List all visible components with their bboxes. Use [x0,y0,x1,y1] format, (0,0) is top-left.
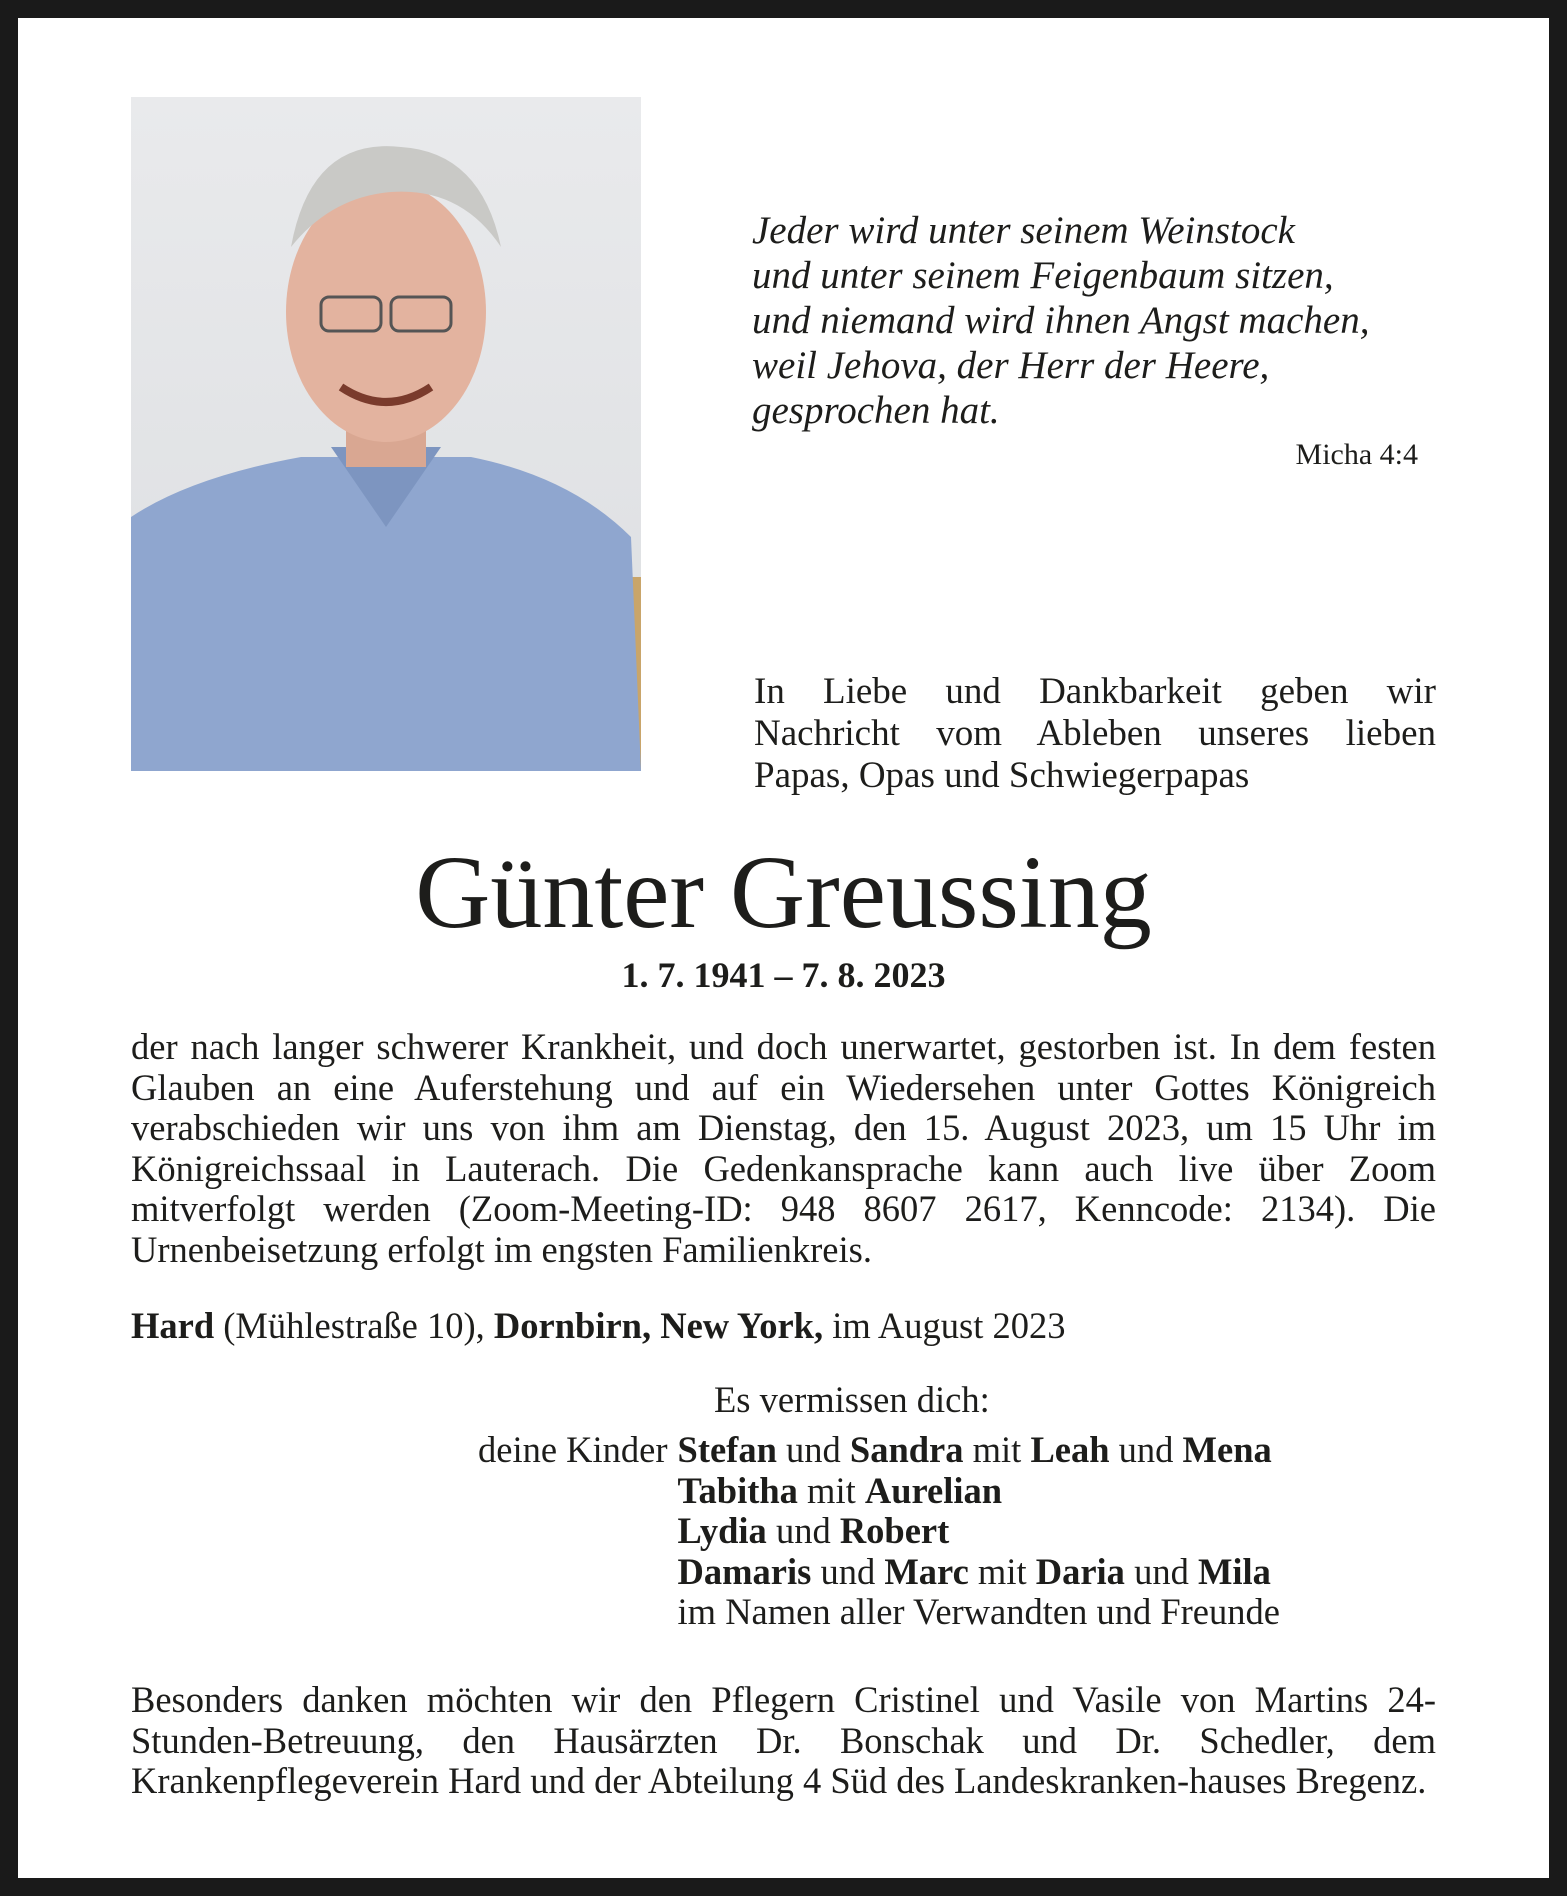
mourner: Aurelian [864,1469,1003,1511]
intro-line: In Liebe und Dankbarkeit geben wir [754,671,1436,712]
announcement-text: der nach langer schwerer Krankheit, und doch unerwartet, gestorben ist. In dem festen Glauben an eine Auferstehung und auf ein Wiedersehen unter Gottes Königreich verabschieden wir uns von ihm am Dienstag, den 15. August 2023, um 15 Uhr im Königreichssaal in Lauterach. Die Gedenkansprache kann auch live über Zoom mitverfolgt werden (Zoom-Meeting-ID: 948 8607 2617, Kenncode: 2134). Die Urnenbeisetzung erfolgt im engsten Familienkreis. [131,1026,1436,1270]
mourner: Sandra [849,1429,964,1470]
deceased-name: Günter Greussing [415,835,1152,950]
mourner: Robert [839,1510,950,1551]
mourner-line: Lydia und Robert [677,1510,950,1551]
mourner-line: im Namen aller Verwandten und Freunde [677,1591,1280,1632]
mourner: Daria [1035,1550,1125,1592]
mourners-heading: Es vermissen dich: [714,1379,990,1420]
intro-text [754,671,1436,797]
mourner: Mila [1197,1550,1271,1592]
place-hard: Hard [131,1305,215,1346]
portrait-photo [131,97,641,771]
quote-line: und niemand wird ihnen Angst machen, [752,299,1370,342]
mourner-line: Stefan und Sandra mit Leah und Mena [677,1429,1272,1470]
obituary-page [18,18,1549,1878]
intro-line: Nachricht vom Ableben unseres lieben [754,713,1436,754]
quote-line: Jeder wird unter seinem Weinstock [752,209,1295,252]
date: im August 2023 [823,1305,1066,1346]
mourners-list [478,1430,1280,1633]
mourner: Leah [1030,1429,1110,1470]
portrait-illustration [131,97,641,771]
mourner: Mena [1182,1429,1272,1470]
quote-reference: Micha 4:4 [1295,438,1418,471]
mourner-line: Damaris und Marc mit Daria und Mila [677,1550,1271,1592]
quote-line: gesprochen hat. [752,389,1000,432]
mourner: Tabitha [677,1469,798,1511]
place-date-line [131,1304,1065,1347]
bible-quote [752,208,1369,433]
quote-line: und unter seinem Feigenbaum sitzen, [752,254,1334,297]
mourner: Stefan [677,1429,777,1470]
place-cities: Dornbirn, New York, [493,1305,824,1346]
address: (Mühlestraße 10), [214,1305,494,1346]
mourner: Marc [884,1550,969,1592]
quote-line: weil Jehova, der Herr der Heere, [752,344,1270,387]
mourner-line: Tabitha mit Aurelian [677,1469,1003,1511]
life-dates: 1. 7. 1941 – 7. 8. 2023 [621,955,946,995]
intro-line: Papas, Opas und Schwiegerpapas [754,755,1250,796]
mourner: Lydia [677,1510,767,1551]
mourners-label: deine Kinder [478,1429,668,1470]
mourner: Damaris [677,1550,812,1592]
thanks-text: Besonders danken möchten wir den Pflegern Cristinel und Vasile von Martins 24-Stunden-Betreuung, den Hausärzten Dr. Bonschak und Dr. Schedler, dem Krankenpflegeverein Hard und der Abteilung 4 Süd des Landeskranken-hauses Bregenz. [131,1679,1436,1801]
